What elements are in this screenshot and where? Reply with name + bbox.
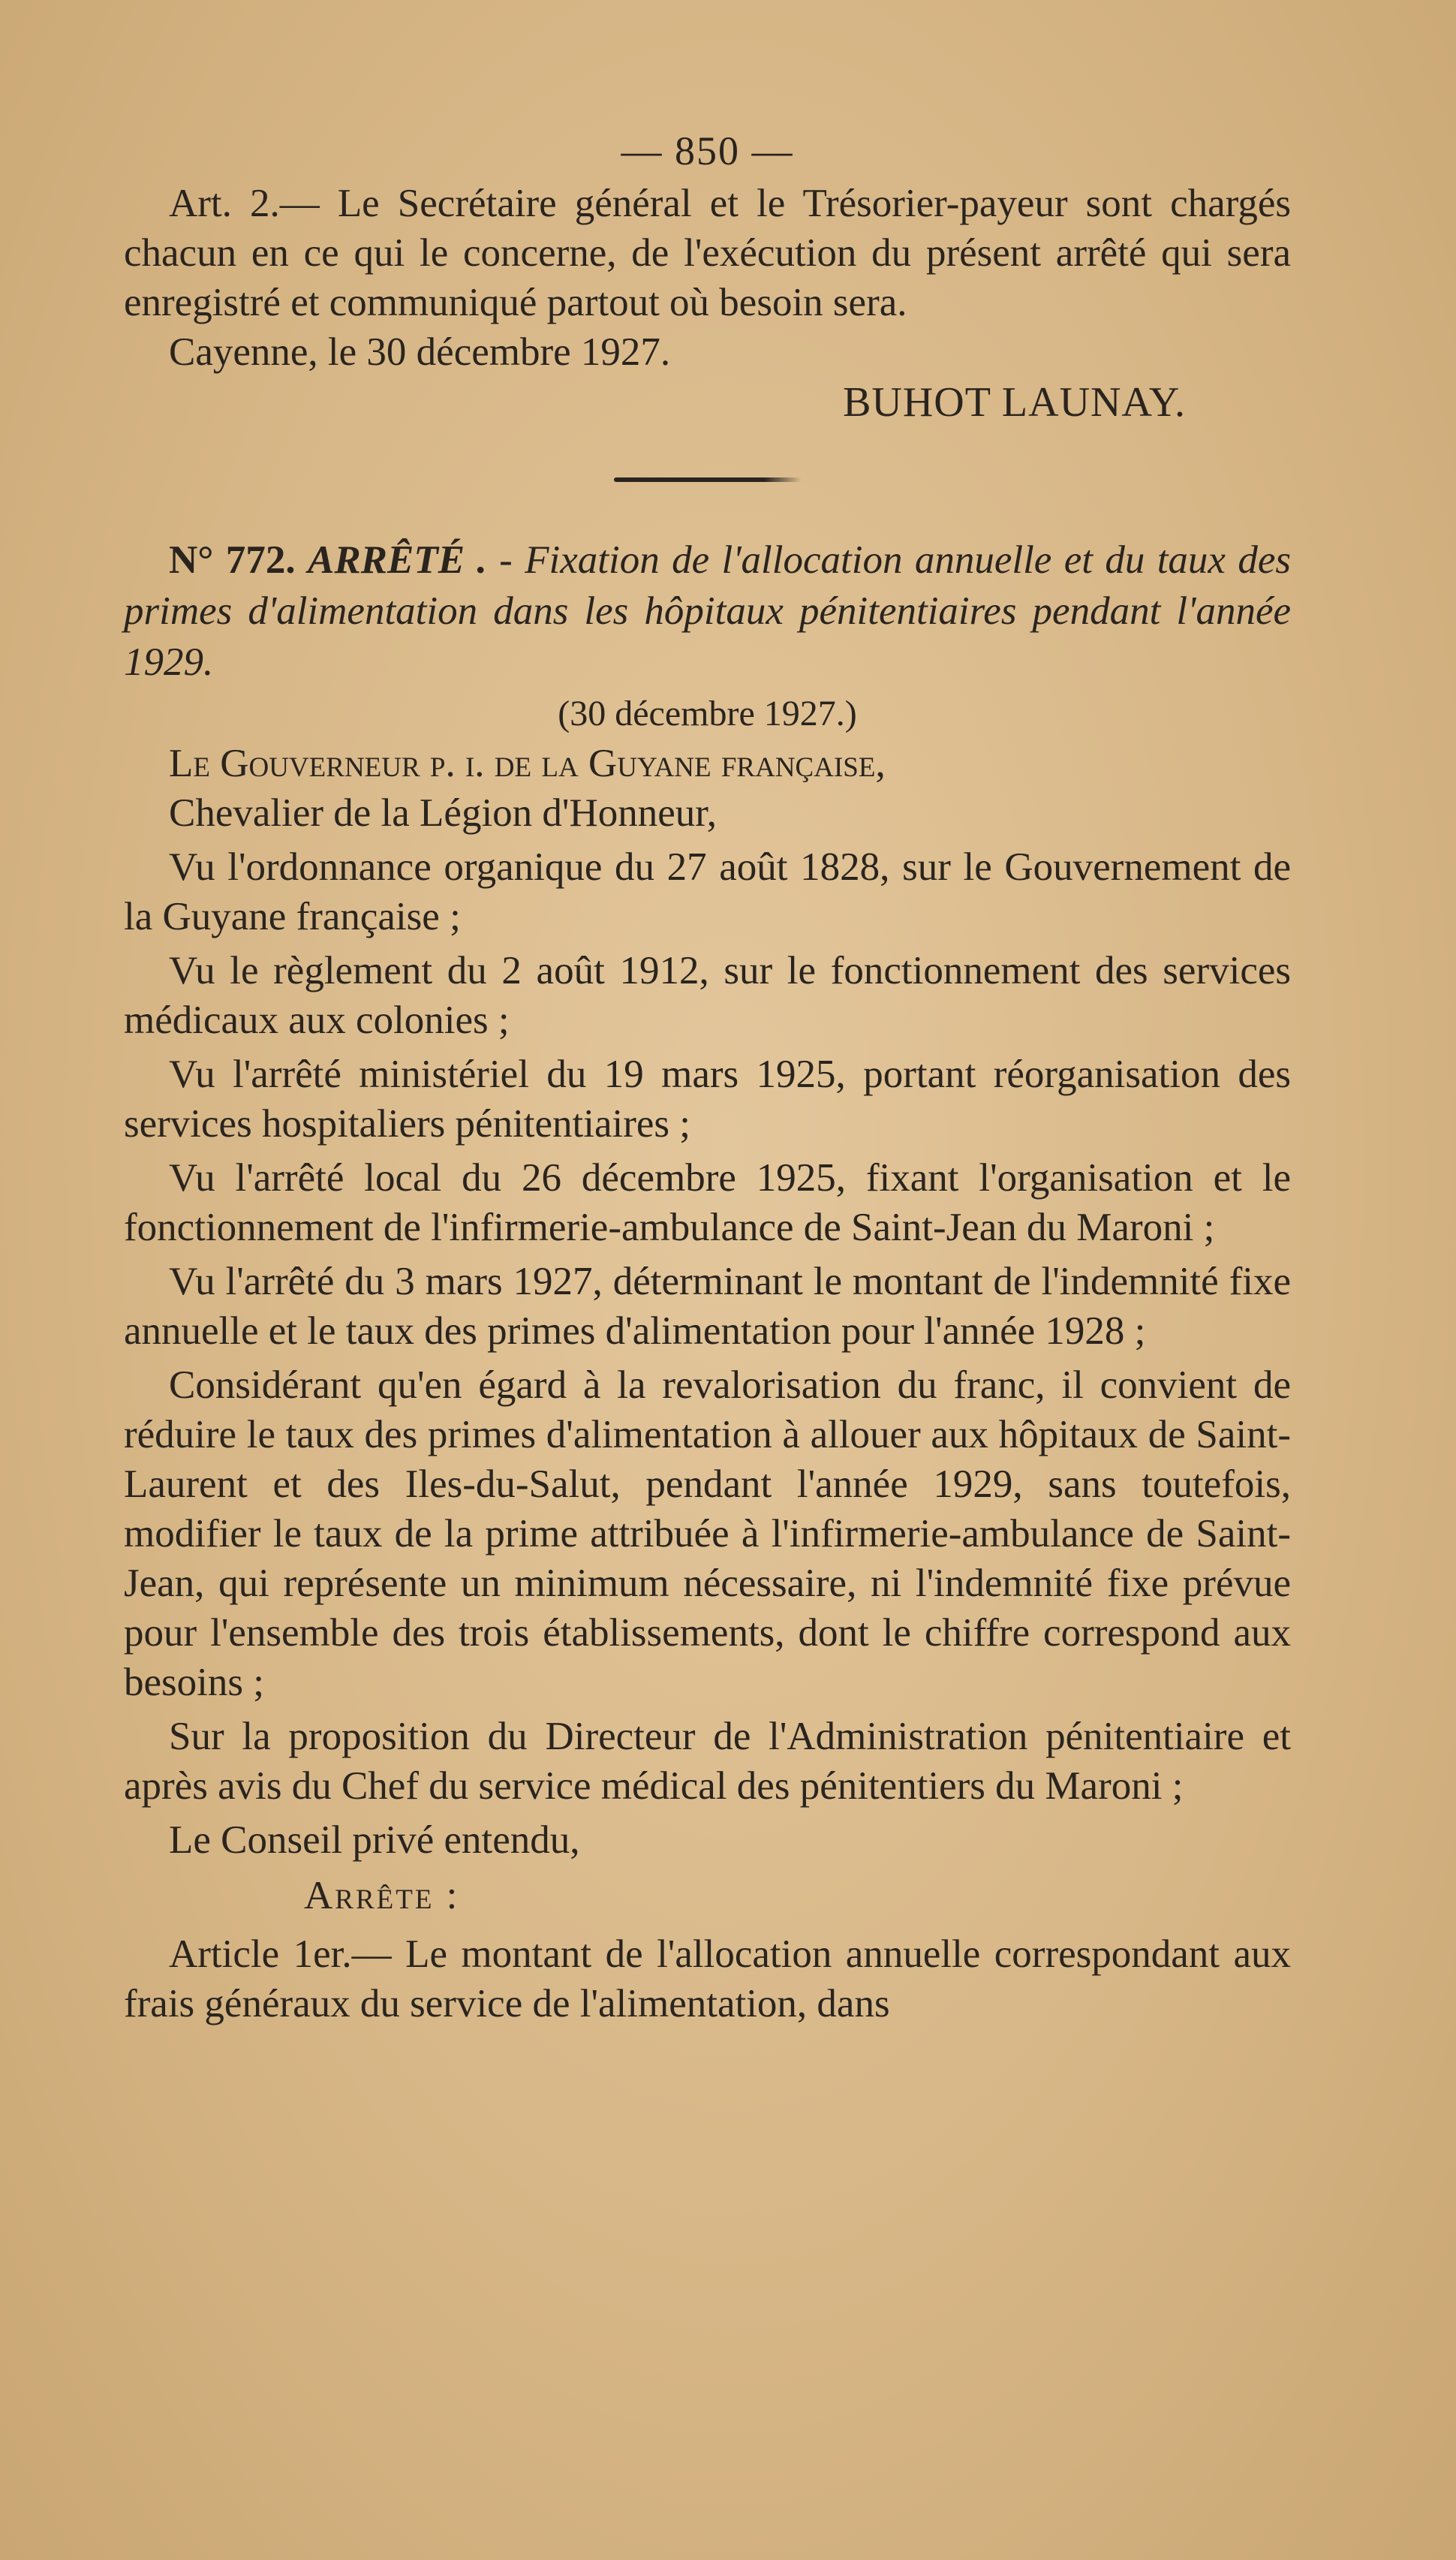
- visa-paragraph: Vu le règlement du 2 août 1912, sur le fonctionnement des services médicaux aux colonies ;: [124, 949, 1291, 1042]
- decree-number: N° 772.: [169, 538, 296, 582]
- article-1: Article 1er.— Le montant de l'allocation annuelle correspondant aux frais généraux du service de l'alimentation, dans: [124, 1932, 1291, 2025]
- visa-paragraph: Vu l'arrêté local du 26 décembre 1925, fixant l'organisation et le fonctionnement de l'infirmerie-ambulance de Saint-Jean du Maroni ;: [124, 1156, 1291, 1249]
- signature: BUHOT LAUNAY.: [843, 379, 1186, 426]
- section-divider: [614, 477, 802, 482]
- proposition-paragraph: Sur la proposition du Directeur de l'Administration pénitentiaire et après avis du Chef du service médical des pénitentiers du Maroni ;: [124, 1715, 1291, 1808]
- conseil-paragraph: Le Conseil privé entendu,: [169, 1818, 580, 1862]
- decree-date: (30 décembre 1927.): [558, 694, 857, 733]
- decree-heading: [124, 535, 1291, 688]
- honor-title: Chevalier de la Légion d'Honneur,: [169, 791, 717, 835]
- article-2: Art. 2.— Le Secrétaire général et le Trésorier-payeur sont chargés chacun en ce qui le concerne, de l'exécution du présent arrêté qui sera enregistré et communiqué partout où besoin sera.: [124, 182, 1291, 324]
- document-page: [124, 128, 1291, 2028]
- issuer: Le Gouverneur p. i. de la Guyane française,: [169, 742, 886, 785]
- considerant-paragraph: Considérant qu'en égard à la revalorisation du franc, il convient de réduire le taux des primes d'alimentation à allouer aux hôpitaux de Saint-Laurent et des Iles-du-Salut, pendant l'année 1929, sans toutefois, modifier le taux de la prime attribuée à l'infirmerie-ambulance de Saint-Jean, qui représente un minimum nécessaire, ni l'indemnité fixe prévue pour l'ensemble des trois établissements, dont le chiffre correspond aux besoins ;: [124, 1363, 1291, 1704]
- arrete-label: Arrête :: [304, 1874, 460, 1917]
- decree-type: ARRÊTÉ .: [307, 538, 487, 582]
- visa-paragraph: Vu l'ordonnance organique du 27 août 1828, sur le Gouvernement de la Guyane française ;: [124, 845, 1291, 938]
- decree-title: - Fixation de l'allocation annuelle et du taux des primes d'alimentation dans les hôpitaux pénitentiaires pendant l'année 1929.: [124, 538, 1291, 684]
- visa-paragraph: Vu l'arrêté ministériel du 19 mars 1925, portant réorganisation des services hospitaliers pénitentiaires ;: [124, 1053, 1291, 1146]
- page-number: — 850 —: [621, 128, 794, 173]
- visa-paragraph: Vu l'arrêté du 3 mars 1927, déterminant le montant de l'indemnité fixe annuelle et le taux des primes d'alimentation pour l'année 1928 ;: [124, 1260, 1291, 1353]
- place-and-date: Cayenne, le 30 décembre 1927.: [169, 330, 671, 374]
